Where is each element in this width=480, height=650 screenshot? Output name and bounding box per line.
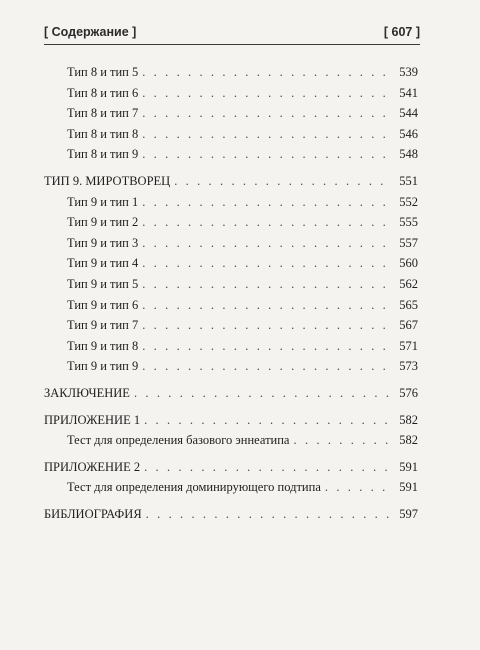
toc-entry-page: 548 [399,147,418,162]
toc-entry-title: Тип 8 и тип 8 [67,126,139,141]
toc-entry-title: Тип 8 и тип 5 [67,65,139,79]
dot-leader [134,383,392,404]
toc-entry-page: 591 [399,459,418,474]
toc-entry [44,144,418,165]
dot-leader [294,430,393,451]
dot-leader [325,477,392,498]
toc-entry [44,62,418,83]
toc-entry-title: ПРИЛОЖЕНИЕ 1 [44,412,141,427]
dot-leader [142,274,392,295]
dot-leader [142,62,392,83]
toc-entry [44,212,418,233]
toc-section-entry [44,504,418,525]
toc-entry [44,253,418,274]
dot-leader [142,83,392,104]
toc-entry-page: 567 [399,318,418,333]
toc-entry-page: 552 [399,194,418,209]
dot-leader [144,457,392,478]
table-of-contents [44,62,418,524]
toc-entry-title: Тип 9 и тип 3 [67,235,139,250]
toc-entry-title: Тип 9 и тип 1 [67,194,139,209]
page-number: [ 607 ] [383,25,420,39]
toc-entry-title: Тип 9 и тип 8 [67,338,139,353]
toc-entry-page: 541 [399,85,418,100]
toc-entry-title: Тест для определения базового эннеатипа [67,433,290,448]
toc-entry-page: 582 [399,412,418,427]
toc-entry-page: 576 [399,385,418,400]
toc-entry [44,274,418,295]
dot-leader [144,410,392,431]
toc-entry-title: Тип 8 и тип 7 [67,106,139,121]
toc-entry-page: 544 [399,106,418,121]
toc-section-entry [44,410,418,431]
toc-entry-title: ЗАКЛЮЧЕНИЕ [44,385,130,400]
toc-entry-title: ПРИЛОЖЕНИЕ 2 [44,459,141,474]
dot-leader [142,356,392,377]
toc-entry-page: 539 [399,65,418,79]
dot-leader [142,124,392,145]
toc-section-entry [44,171,418,192]
toc-section-entry [44,457,418,478]
toc-entry-page: 591 [399,480,418,495]
dot-leader [142,295,392,316]
dot-leader [174,171,392,192]
toc-entry-title: БИБЛИОГРАФИЯ [44,506,142,521]
toc-entry [44,233,418,254]
toc-entry-page: 555 [399,215,418,230]
toc-entry [44,336,418,357]
dot-leader [142,212,392,233]
dot-leader [142,336,392,357]
toc-entry [44,192,418,213]
toc-entry-page: 546 [399,126,418,141]
toc-entry [44,356,418,377]
dot-leader [142,315,392,336]
toc-entry-page: 565 [399,297,418,312]
dot-leader [142,144,392,165]
dot-leader [142,192,392,213]
toc-entry [44,83,418,104]
toc-entry [44,103,418,124]
dot-leader [146,504,392,525]
toc-entry [44,124,418,145]
toc-entry [44,430,418,451]
toc-entry-title: Тип 9 и тип 5 [67,276,139,291]
toc-entry [44,477,418,498]
dot-leader [142,253,392,274]
toc-entry-title: Тест для определения доминирующего подтипа [67,480,321,495]
toc-entry-page: 557 [399,235,418,250]
toc-entry-page: 582 [399,433,418,448]
toc-entry [44,315,418,336]
toc-entry-title: ТИП 9. МИРОТВОРЕЦ [44,173,171,188]
toc-entry-page: 562 [399,276,418,291]
toc-entry-page: 571 [399,338,418,353]
toc-section-entry [44,383,418,404]
section-label: [ Содержание ] [44,25,137,39]
toc-entry-title: Тип 9 и тип 9 [67,359,139,374]
dot-leader [142,103,392,124]
toc-entry-title: Тип 9 и тип 6 [67,297,139,312]
toc-entry-title: Тип 8 и тип 9 [67,147,139,162]
toc-entry-title: Тип 9 и тип 2 [67,215,139,230]
toc-entry [44,295,418,316]
toc-entry-title: Тип 9 и тип 7 [67,318,139,333]
dot-leader [142,233,392,254]
toc-entry-title: Тип 9 и тип 4 [67,256,139,271]
toc-entry-page: 560 [399,256,418,271]
toc-entry-page: 597 [399,506,418,521]
toc-entry-page: 551 [399,173,418,188]
toc-entry-page: 573 [399,359,418,374]
running-header [44,22,420,45]
toc-entry-title: Тип 8 и тип 6 [67,85,139,100]
